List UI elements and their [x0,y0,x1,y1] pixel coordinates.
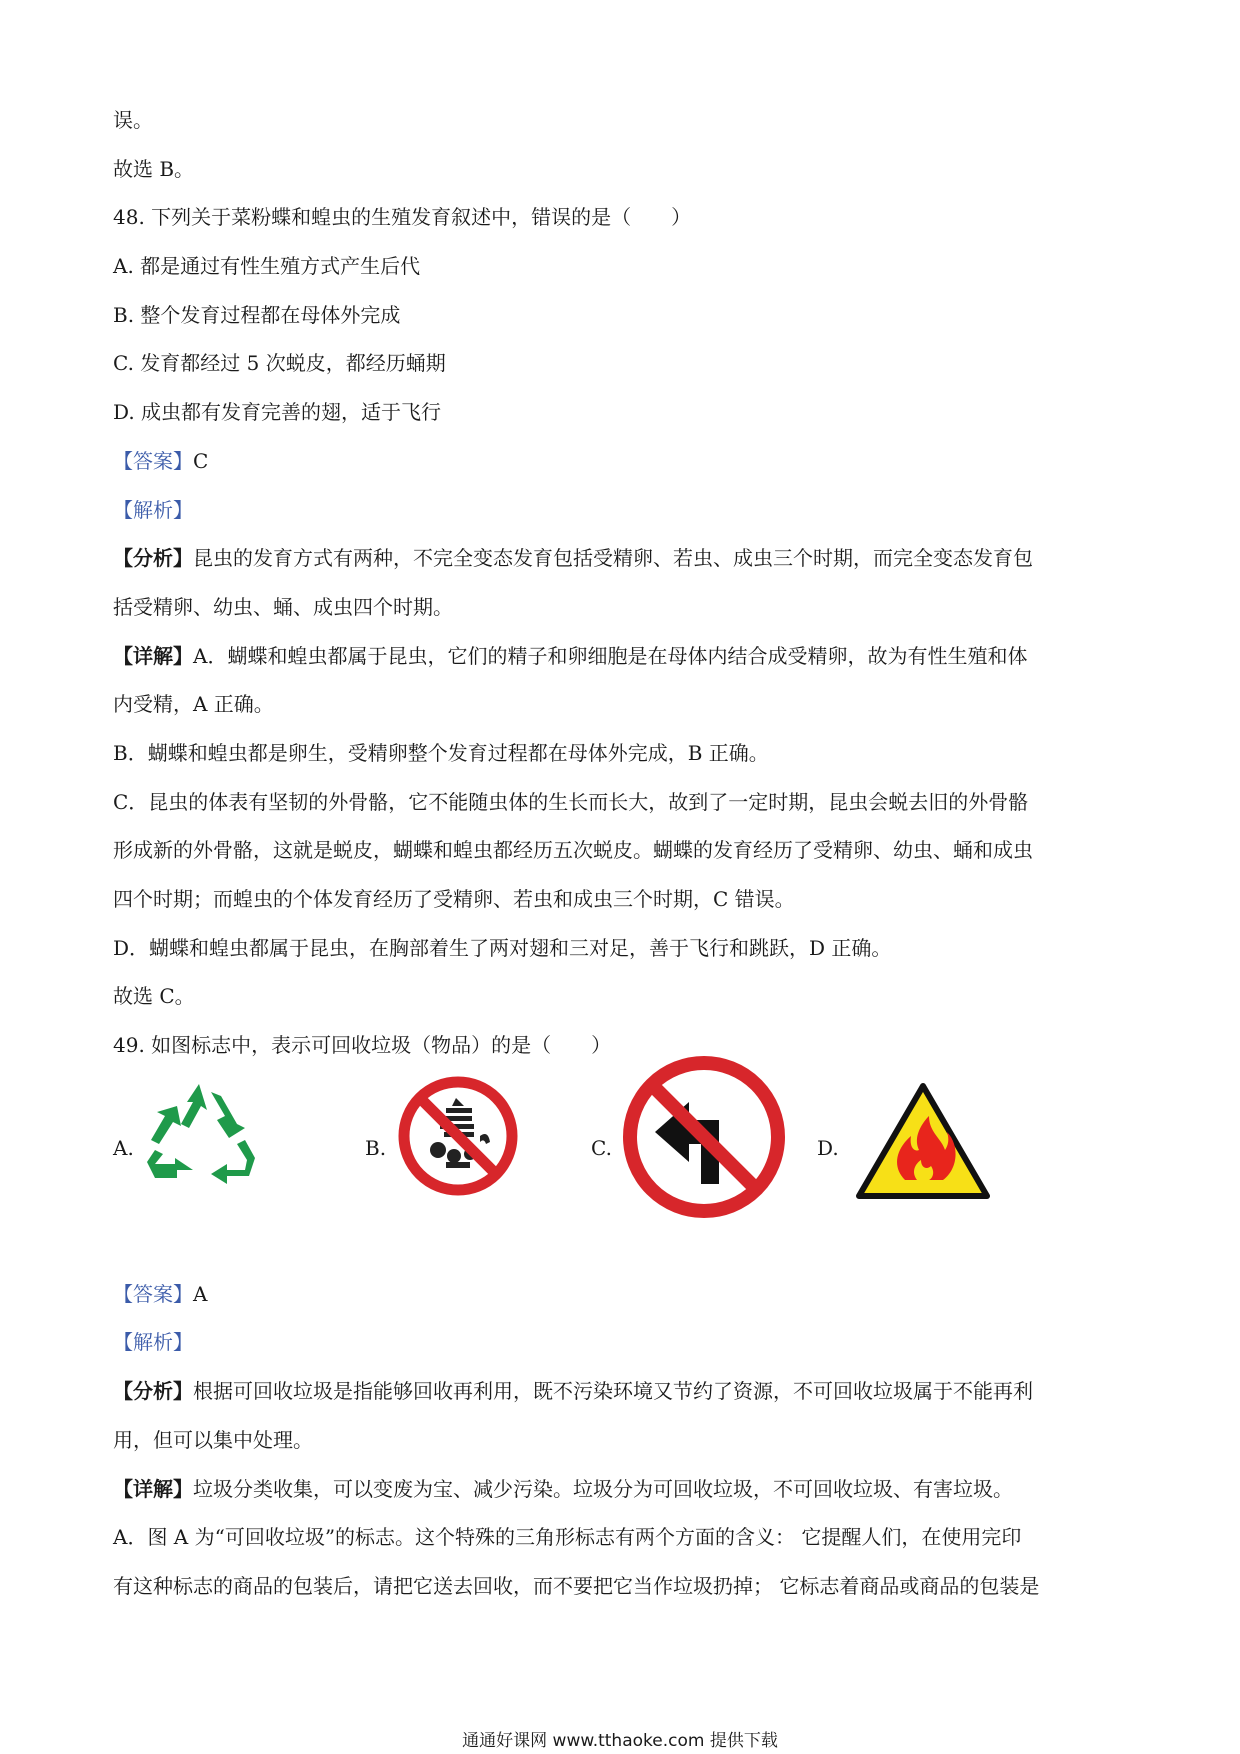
answer-tag: 【答案】 [113,448,193,473]
analysis-heading [113,486,1133,535]
answer-tag: 【答案】 [113,1281,193,1306]
analysis-heading [113,1318,1133,1367]
page-footer: 通通好课网 www.tthaoke.com 提供下载 [462,1731,778,1751]
analysis-line: 【分析】昆虫的发育方式有两种，不完全变态发育包括受精卵、若虫、成虫三个时期，而完全变态发育包 [113,546,1033,571]
text-line: 四个时期；而蝗虫的个体发育经历了受精卵、若虫和成虫三个时期，C 错误。 [113,887,795,911]
detail-tag: 【详解】 [113,1476,193,1501]
text-line: 括受精卵、幼虫、蛹、成虫四个时期。 [113,594,453,619]
text-line: 内受精，A 正确。 [113,692,274,717]
text-line: 有这种标志的商品的包装后，请把它送去回收，而不要把它当作垃圾扔掉； 它标志着商品或商品的包装是 [113,1573,1040,1598]
detail-line: 【详解】垃圾分类收集，可以变废为宝、减少污染。垃圾分为可回收垃圾，不可回收垃圾、有害垃圾。 [113,1476,1013,1501]
option-b: B. 整个发育过程都在母体外完成 [113,302,401,327]
analysis-tag: 【解析】 [113,497,193,522]
no-dumping-sign-icon [398,1076,518,1196]
analysis-line: 【分析】根据可回收垃圾是指能够回收再利用，既不污染环境又节约了资源，不可回收垃圾属于不能再利 [113,1379,1033,1404]
answer-line: 【答案】C [113,448,209,473]
option-a: A. 都是通过有性生殖方式产生后代 [113,254,421,279]
answer-line: 【答案】A [113,1281,208,1306]
option-c: C. 发育都经过 5 次蜕皮，都经历蛹期 [113,351,446,376]
analysis-sub-tag: 【分析】 [113,546,193,571]
detail-line: 【详解】A．蝴蝶和蝗虫都属于昆虫，它们的精子和卵细胞是在母体内结合成受精卵，故为有性生殖和体 [113,643,1028,668]
flammable-warning-sign-icon [855,1080,991,1202]
detail-tag: 【详解】 [113,643,193,668]
text-line: A．图 A 为“可回收垃圾”的标志。这个特殊的三角形标志有两个方面的含义： 它提醒人们，在使用完印 [113,1525,1022,1550]
analysis-sub-tag: 【分析】 [113,1379,193,1404]
document-page [113,96,1133,1611]
option-d-label: D. [817,1135,839,1160]
sign-options-figure [113,1070,1133,1270]
text-line: 用，但可以集中处理。 [113,1427,313,1452]
option-a-label: A. [113,1135,134,1160]
option-d: D. 成虫都有发育完善的翅，适于飞行 [113,400,442,425]
text-line: 故选 C。 [113,984,195,1009]
text-line: D．蝴蝶和蝗虫都属于昆虫，在胸部着生了两对翅和三对足，善于飞行和跳跃，D 正确。 [113,935,892,960]
no-left-turn-sign-icon [621,1054,787,1220]
text-line: B．蝴蝶和蝗虫都是卵生，受精卵整个发育过程都在母体外完成，B 正确。 [113,740,769,765]
analysis-tag: 【解析】 [113,1330,193,1355]
text-block-q49 [113,1270,1133,1611]
recycle-symbol-icon [137,1078,261,1194]
text-line: 形成新的外骨骼，这就是蜕皮，蝴蝶和蝗虫都经历五次蜕皮。蝴蝶的发育经历了受精卵、幼虫、蛹和成虫 [113,838,1033,863]
text-line: 故选 B。 [113,156,195,181]
text-line: C．昆虫的体表有坚韧的外骨骼，它不能随虫体的生长而长大，故到了一定时期，昆虫会蜕去旧的外骨骼 [113,789,1029,814]
text-line: 误。 [113,108,153,132]
option-c-label: C. [591,1135,612,1160]
question-48-stem: 48. 下列关于菜粉蝶和蝗虫的生殖发育叙述中，错误的是（ ） [113,205,692,230]
option-b-label: B. [365,1135,387,1160]
text-block-q48 [113,96,1133,1070]
question-49-stem: 49. 如图标志中，表示可回收垃圾（物品）的是（ ） [113,1033,612,1058]
